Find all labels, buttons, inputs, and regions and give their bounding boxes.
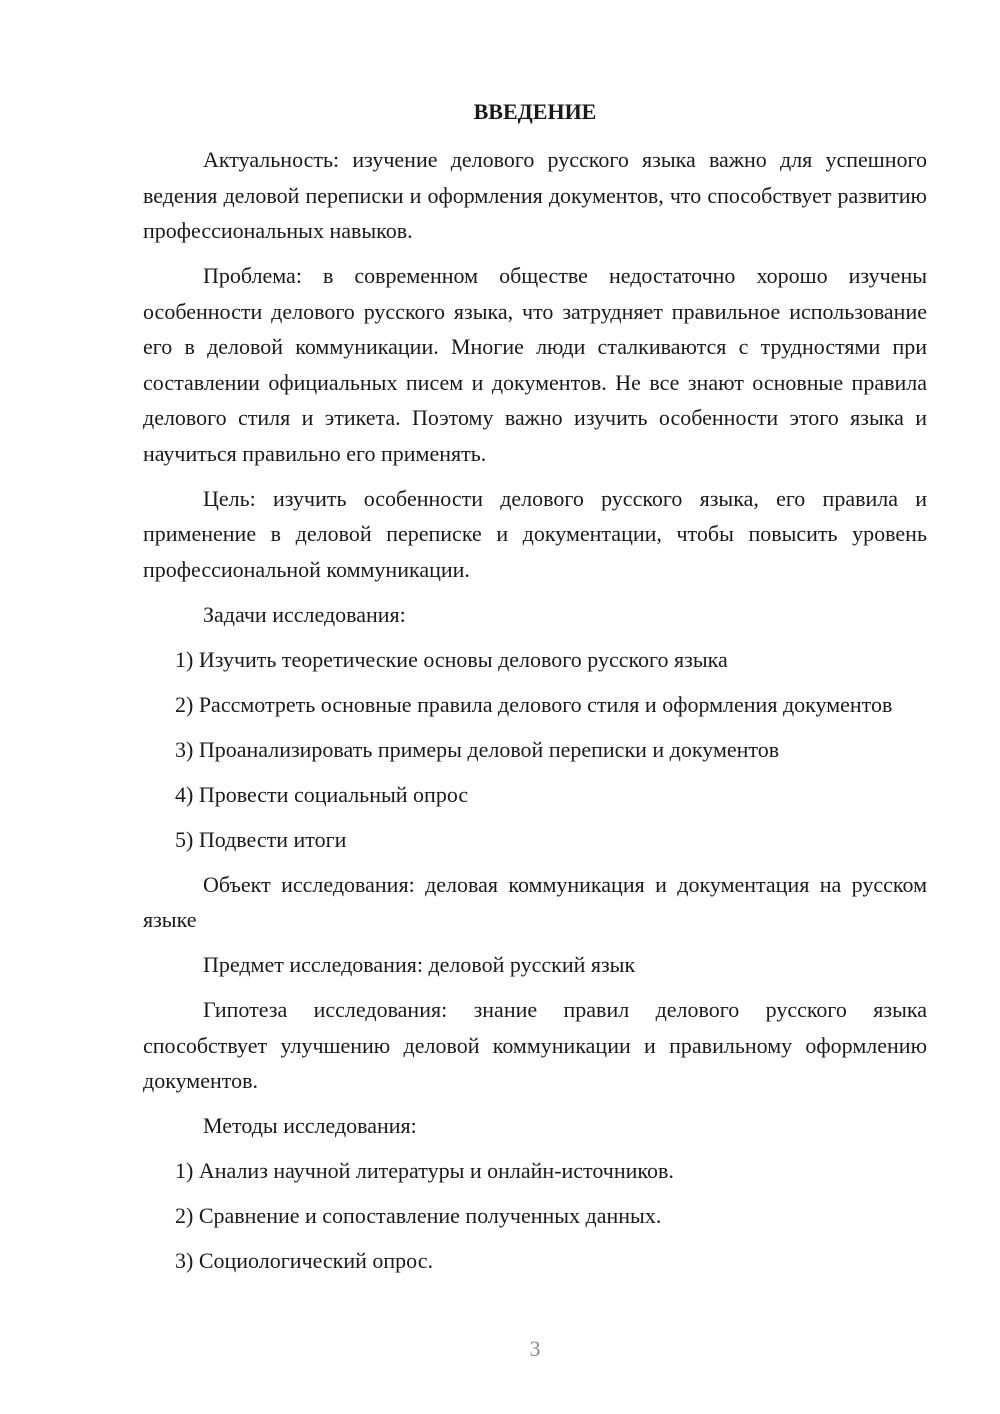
methods-title: Методы исследования:	[203, 1113, 417, 1138]
method-item: 1) Анализ научной литературы и онлайн-источников.	[175, 1158, 674, 1183]
relevance-paragraph: Актуальность: изучение делового русского языка важно для успешного ведения деловой переписки и оформления документов, что способствует развитию профессиональных навыков.	[143, 147, 927, 243]
section-heading: ВВЕДЕНИЕ	[473, 99, 597, 124]
task-item: 3) Проанализировать примеры деловой переписки и документов	[175, 736, 780, 762]
page-number: 3	[529, 1336, 541, 1361]
task-item: 2) Рассмотреть основные правила делового стиля и оформления документов	[175, 691, 893, 717]
tasks-title: Задачи исследования:	[203, 601, 406, 627]
task-item: 4) Провести социальный опрос	[175, 781, 469, 807]
hypothesis-paragraph: Гипотеза исследования: знание правил делового русского языка способствует улучшению деловой коммуникации и правильному оформлению документов.	[143, 997, 927, 1093]
method-item: 2) Сравнение и сопоставление полученных данных.	[175, 1203, 662, 1228]
goal-paragraph: Цель: изучить особенности делового русского языка, его правила и применение в деловой переписке и документации, чтобы повысить уровень профессиональной коммуникации.	[143, 485, 927, 582]
object-paragraph: Объект исследования: деловая коммуникация и документация на русском языке	[143, 871, 927, 932]
task-item: 5) Подвести итоги	[175, 826, 347, 852]
document-body	[143, 142, 927, 1288]
task-item: 1) Изучить теоретические основы делового русского языка	[175, 646, 728, 672]
subject-paragraph: Предмет исследования: деловой русский язык	[203, 952, 636, 977]
problem-paragraph: Проблема: в современном обществе недостаточно хорошо изучены особенности делового русского языка, что затрудняет правильное использование его в деловой коммуникации. Многие люди сталкиваются с трудностями при составлении официальных писем и документов. Не все знают основные правила делового стиля и этикета. Поэтому важно изучить особенности этого языка и научиться правильно его применять.	[143, 263, 927, 466]
method-item: 3) Социологический опрос.	[175, 1248, 433, 1273]
